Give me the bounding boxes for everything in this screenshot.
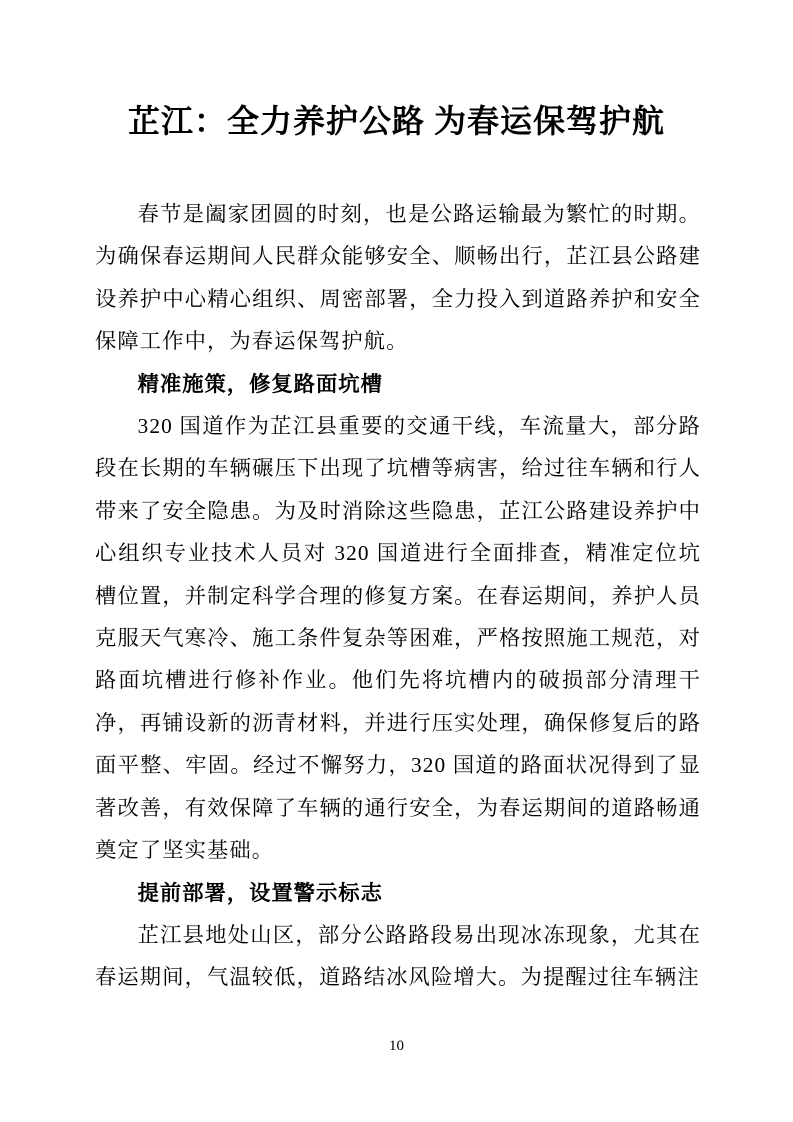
section-heading-1: 精准施策，修复路面坑槽 [137,371,383,396]
document-body [95,193,701,999]
page-number: 10 [389,1038,404,1054]
section-paragraph-1: 320 国道作为芷江县重要的交通干线，车流量大，部分路段在长期的车辆碾压下出现了坑槽等病害，给过往车辆和行人带来了安全隐患。为及时消除这些隐患，芷江公路建设养护中心组织专业技术人员对 320 国道进行全面排查，精准定位坑槽位置，并制定科学合理的修复方案。在春运期间，养护人员克服天气寒冷、施工条件复杂等困难，严格按照施工规范，对路面坑槽进行修补作业。他们先将坑槽内的破损部分清理干净，再铺设新的沥青材料，并进行压实处理，确保修复后的路面平整、牢固。经过不懈努力，320 国道的路面状况得到了显著改善，有效保障了车辆的通行安全，为春运期间的道路畅通奠定了坚实基础。 [95,414,701,863]
section-paragraph-2: 芷江县地处山区，部分公路路段易出现冰冻现象，尤其在春运期间，气温较低，道路结冰风险增大。为提醒过往车辆注 [95,922,701,990]
intro-paragraph: 春节是阖家团圆的时刻，也是公路运输最为繁忙的时期。为确保春运期间人民群众能够安全、顺畅出行，芷江县公路建设养护中心精心组织、周密部署，全力投入到道路养护和安全保障工作中，为春运保驾护航。 [95,202,701,354]
section-heading-2: 提前部署，设置警示标志 [137,880,383,905]
page-title: 芷江：全力养护公路 为春运保驾护航 [127,103,665,139]
